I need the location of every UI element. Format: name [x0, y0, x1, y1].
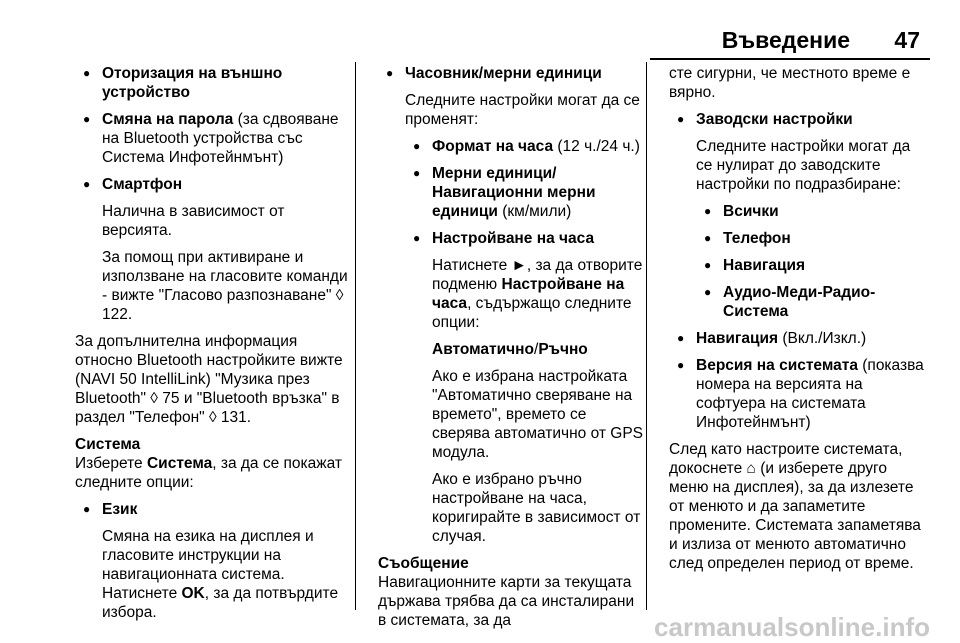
- item-title: ● Заводски настройки: [696, 111, 853, 128]
- paragraph: За допълнителна информация относно Bluetooth настройките вижте (NAVI 50 IntelliLink) "Музика през Bluetooth" ◊ 75 и "Bluetooth връзка" в раздел "Телефон" ◊ 131.: [75, 333, 343, 426]
- sub-item: ● Мерни единици/ Навигационни мерни единици (км/мили): [405, 164, 643, 221]
- item-title: Смяна на парола: [102, 111, 234, 128]
- sub-item: ● Телефон: [696, 229, 930, 248]
- item-paragraph: Ако е избрано ръчно настройване на часа, коригирайте в зависимост от случая.: [432, 471, 641, 545]
- sub-item: ● Навигация: [696, 256, 930, 275]
- column-2: [378, 64, 643, 630]
- list-item: ● Версия на системата (показва номера на версията на софтуера на системата Инфотейнмънт): [669, 356, 930, 432]
- item-title: ● Смартфон: [102, 176, 183, 193]
- sub-item: ● Настройване на часа Натиснете ►, за да отворите подменю Настройване на часа, съдържащо следните опции: Автоматично/Ръчно Ако е избрана настройката "Автоматично сверяване на времето", времето се сверява автоматично от GPS модула. Ако е избрано ръчно настройване на часа, коригирайте в зависимост от случая.: [405, 229, 643, 546]
- item-title: Оторизация на външно устройство: [102, 65, 283, 101]
- header-rule: [650, 58, 930, 60]
- list-item: [75, 110, 350, 167]
- paragraph: сте сигурни, че местното време е вярно.: [669, 65, 911, 101]
- list-item: [75, 64, 350, 102]
- section-heading: Система: [75, 436, 141, 453]
- list-item: [669, 110, 930, 321]
- item-paragraph: Следните настройки могат да се променят:: [405, 92, 640, 128]
- list-item: [75, 175, 350, 324]
- page-title: Въведение: [721, 27, 850, 53]
- item-paragraph: Ако е избрана настройката "Автоматично сверяване на времето", времето се сверява автоматично от GPS модула.: [432, 368, 643, 461]
- column-divider: [355, 62, 356, 610]
- item-paragraph: Натиснете ►, за да отворите подменю Настройване на часа, съдържащо следните опции:: [432, 257, 643, 331]
- list-item: [75, 500, 350, 622]
- column-1: [75, 64, 350, 630]
- page-header: [0, 0, 960, 64]
- option-heading: Автоматично/Ръчно: [432, 341, 588, 358]
- item-title: ● Език: [102, 501, 138, 518]
- sub-item: ● Всички: [696, 202, 930, 221]
- column-divider: [646, 62, 647, 610]
- item-paragraph: Следните настройки могат да се нулират до заводските настройки по подразбиране:: [696, 138, 911, 193]
- paragraph: След като настроите системата, докоснете ⌂ (и изберете друго меню на дисплея), за да излезете от менюто и да запаметите промените. Системата запаметява и излиза от менюто автоматично след определен период от време.: [669, 441, 921, 572]
- sub-item: ● Аудио-Меди-Радио-Система: [696, 283, 930, 321]
- sub-item: ● Формат на часа (12 ч./24 ч.): [405, 137, 643, 156]
- list-item: ● Навигация (Вкл./Изкл.): [669, 329, 930, 348]
- item-paragraph: Смяна на езика на дисплея и гласовите инструкции на навигационната система. Натиснете OK, за да потвърдите избора.: [102, 528, 339, 621]
- paragraph: Навигационните карти за текущата държава трябва да са инсталирани в системата, за да: [378, 574, 635, 629]
- page-number: 47: [894, 27, 920, 53]
- item-paragraph: Налична в зависимост от версията.: [102, 203, 285, 239]
- watermark: carmanualsonline.info: [654, 612, 930, 642]
- item-title: ● Часовник/мерни единици: [405, 65, 602, 82]
- home-icon: ⌂: [746, 460, 756, 477]
- item-paragraph: За помощ при активиране и използване на гласовите команди - вижте "Гласово разпознаване" ◊ 122.: [102, 249, 348, 323]
- section-heading: Съобщение: [378, 555, 469, 572]
- list-item: [378, 64, 643, 546]
- item-desc: (за сдвояване на Bluetooth устройства със Система Инфотейнмънт): [102, 111, 339, 166]
- paragraph: Изберете Система, за да се покажат следните опции:: [75, 455, 343, 491]
- column-3: [669, 64, 930, 573]
